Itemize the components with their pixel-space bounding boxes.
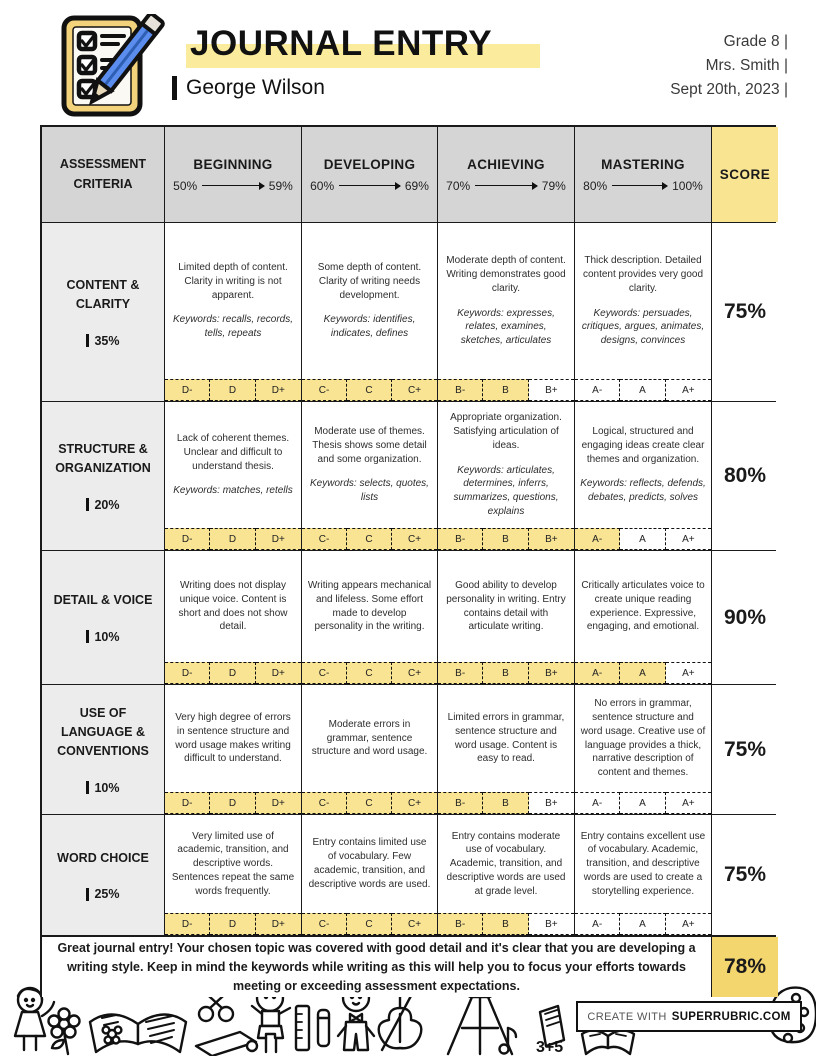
row-score: 90% bbox=[712, 551, 778, 684]
level-cell-body bbox=[165, 685, 301, 792]
grade-band-C: C bbox=[347, 913, 392, 935]
student-name: George Wilson bbox=[186, 76, 325, 99]
grade-bands bbox=[575, 662, 711, 684]
level-cell-body bbox=[165, 402, 301, 528]
grade-band-A-: A- bbox=[575, 379, 620, 401]
weight-bar bbox=[86, 888, 89, 901]
date-line: Sept 20th, 2023 | bbox=[670, 81, 788, 99]
level-description: Some depth of content. Clarity of writing needs development. bbox=[317, 262, 422, 301]
grade-band-A+: A+ bbox=[666, 662, 711, 684]
weight-value: 35% bbox=[94, 333, 120, 348]
level-cell bbox=[302, 815, 438, 935]
criteria-name: STRUCTURE & ORGANIZATION bbox=[55, 442, 151, 475]
criteria-weight bbox=[86, 498, 119, 512]
grade-band-D-: D- bbox=[165, 379, 210, 401]
weight-value: 10% bbox=[94, 629, 120, 644]
level-description: Good ability to develop personality in writing. Entry contains detail with articulate writing. bbox=[446, 579, 566, 633]
grade-band-A+: A+ bbox=[666, 913, 711, 935]
grade-band-C: C bbox=[347, 662, 392, 684]
grade-band-B-: B- bbox=[438, 662, 483, 684]
grade-band-A-: A- bbox=[575, 662, 620, 684]
level-description: Moderate errors in grammar, sentence structure and word usage. bbox=[311, 718, 428, 758]
level-cell bbox=[165, 815, 302, 935]
level-description: Critically articulates voice to create unique reading experience. Expressive, engaging, and emotional. bbox=[581, 579, 705, 633]
grade-bands bbox=[302, 792, 437, 814]
level-cell-body bbox=[575, 551, 711, 662]
level-description: Writing appears mechanical and lifeless. Some effort made to develop personality in the writing. bbox=[307, 579, 432, 633]
grade-band-A+: A+ bbox=[666, 379, 711, 401]
level-cell bbox=[575, 402, 712, 550]
header-info bbox=[670, 30, 788, 102]
grade-band-A+: A+ bbox=[666, 792, 711, 814]
weight-value: 10% bbox=[94, 780, 120, 795]
grade-band-D: D bbox=[210, 913, 255, 935]
rubric-row-1 bbox=[42, 223, 774, 402]
level-cell bbox=[302, 685, 438, 814]
grade-band-B-: B- bbox=[438, 528, 483, 550]
overall-score: 78% bbox=[712, 937, 778, 997]
level-cell-body bbox=[302, 402, 437, 528]
grade-band-D+: D+ bbox=[256, 792, 301, 814]
grade-band-A-: A- bbox=[575, 792, 620, 814]
level-cell bbox=[302, 402, 438, 550]
range-from: 60% bbox=[310, 178, 335, 193]
grade-band-A: A bbox=[620, 662, 665, 684]
criteria-cell bbox=[42, 551, 165, 684]
level-cell bbox=[438, 815, 575, 935]
grade-band-B-: B- bbox=[438, 792, 483, 814]
level-cell bbox=[575, 815, 712, 935]
grade-band-A-: A- bbox=[575, 913, 620, 935]
grade-band-C: C bbox=[347, 528, 392, 550]
grade-bands bbox=[302, 913, 437, 935]
level-keywords: Keywords: articulates, determines, inferrs, summarizes, questions, explains bbox=[453, 464, 559, 517]
grade-bands bbox=[438, 379, 574, 401]
doodle-flower-icon bbox=[49, 1009, 80, 1055]
level-description: Very high degree of errors in sentence structure and word usage makes writing difficult to understand. bbox=[175, 711, 291, 765]
grade-band-B: B bbox=[483, 792, 528, 814]
grade-band-B+: B+ bbox=[529, 792, 574, 814]
weight-bar bbox=[86, 781, 89, 794]
level-name: MASTERING bbox=[601, 156, 685, 172]
criteria-cell bbox=[42, 223, 165, 401]
level-description: Limited depth of content. Clarity in writing is not apparent. bbox=[178, 262, 288, 301]
level-cell bbox=[575, 685, 712, 814]
level-range bbox=[583, 179, 703, 193]
level-cell bbox=[165, 551, 302, 684]
grade-band-C: C bbox=[347, 792, 392, 814]
grade-band-B-: B- bbox=[438, 913, 483, 935]
grade-band-C-: C- bbox=[302, 913, 347, 935]
grade-band-A+: A+ bbox=[666, 528, 711, 550]
level-description: Entry contains moderate use of vocabulary. Academic, transition, and descriptive words are used at grade level. bbox=[446, 830, 566, 897]
level-cell-body bbox=[438, 223, 574, 379]
level-header-achieving bbox=[438, 127, 575, 222]
grade-band-D+: D+ bbox=[256, 379, 301, 401]
badge-prefix: CREATE WITH bbox=[587, 1010, 667, 1023]
grade-band-B+: B+ bbox=[529, 662, 574, 684]
grade-band-C+: C+ bbox=[392, 792, 437, 814]
grade-band-A: A bbox=[620, 379, 665, 401]
level-cell bbox=[438, 402, 575, 550]
grade-band-D-: D- bbox=[165, 792, 210, 814]
level-cell-body bbox=[575, 223, 711, 379]
level-header-developing bbox=[302, 127, 438, 222]
grade-line: Grade 8 | bbox=[723, 33, 788, 50]
level-cell-body bbox=[438, 685, 574, 792]
grade-band-D-: D- bbox=[165, 662, 210, 684]
grade-bands bbox=[438, 792, 574, 814]
rubric-table bbox=[40, 125, 776, 997]
weight-bar bbox=[86, 498, 89, 511]
grade-band-C: C bbox=[347, 379, 392, 401]
doodle-scroll-icon bbox=[196, 1032, 257, 1056]
row-score: 75% bbox=[712, 223, 778, 401]
grade-band-D-: D- bbox=[165, 913, 210, 935]
criteria-weight bbox=[86, 887, 119, 901]
doodle-books-icon bbox=[536, 1006, 564, 1056]
row-score: 80% bbox=[712, 402, 778, 550]
checklist-pencil-icon bbox=[50, 14, 172, 118]
level-cell-body bbox=[302, 551, 437, 662]
grade-band-D+: D+ bbox=[256, 528, 301, 550]
weight-value: 25% bbox=[94, 887, 120, 902]
grade-bands bbox=[302, 379, 437, 401]
level-cell bbox=[302, 551, 438, 684]
criteria-cell bbox=[42, 815, 165, 935]
level-description: No errors in grammar, sentence structure and word usage. Creative use of language provides a thick, narrative description of content and themes. bbox=[580, 698, 706, 779]
rubric-row-2 bbox=[42, 402, 774, 551]
doodle-marker-icon bbox=[318, 1010, 329, 1046]
grade-band-C-: C- bbox=[302, 792, 347, 814]
weight-bar bbox=[86, 630, 89, 643]
level-header-beginning bbox=[165, 127, 302, 222]
level-keywords: Keywords: selects, quotes, lists bbox=[310, 478, 429, 504]
level-description: Thick description. Detailed content provides very good clarity. bbox=[582, 255, 704, 294]
level-description: Limited errors in grammar, sentence structure and word usage. Content is easy to read. bbox=[447, 711, 565, 765]
grade-band-C+: C+ bbox=[392, 528, 437, 550]
level-cell-body bbox=[302, 815, 437, 913]
grade-band-B: B bbox=[483, 379, 528, 401]
grade-band-B: B bbox=[483, 662, 528, 684]
level-cell-body bbox=[165, 815, 301, 913]
grade-bands bbox=[165, 662, 301, 684]
grade-bands bbox=[302, 662, 437, 684]
grade-band-D: D bbox=[210, 662, 255, 684]
grade-band-A: A bbox=[620, 528, 665, 550]
level-cell-body bbox=[438, 551, 574, 662]
level-keywords: Keywords: expresses, relates, examines, sketches, articulates bbox=[457, 307, 555, 347]
level-cell bbox=[165, 685, 302, 814]
level-cell bbox=[165, 223, 302, 401]
superrubric-badge bbox=[576, 1001, 802, 1032]
doodle-small-book-icon bbox=[582, 1030, 634, 1054]
grade-band-D+: D+ bbox=[256, 662, 301, 684]
grade-bands bbox=[165, 913, 301, 935]
weight-bar bbox=[86, 334, 89, 347]
grade-band-A-: A- bbox=[575, 528, 620, 550]
range-from: 50% bbox=[173, 178, 198, 193]
range-arrow-icon bbox=[475, 185, 537, 186]
grade-bands bbox=[165, 379, 301, 401]
level-description: Entry contains limited use of vocabulary. Few academic, transition, and descriptive words are used. bbox=[308, 837, 431, 890]
criteria-weight bbox=[86, 630, 119, 644]
level-name: BEGINNING bbox=[193, 156, 273, 172]
level-cell-body bbox=[302, 223, 437, 379]
level-range bbox=[310, 179, 429, 193]
level-description: Logical, structured and engaging ideas create clear themes and organization. bbox=[581, 426, 705, 465]
doodle-ruler-icon bbox=[296, 1006, 309, 1050]
range-to: 59% bbox=[268, 178, 293, 193]
level-cell bbox=[302, 223, 438, 401]
criteria-cell bbox=[42, 402, 165, 550]
rubric-header-row bbox=[42, 127, 774, 223]
level-cell bbox=[438, 551, 575, 684]
student-name-line bbox=[172, 76, 325, 100]
grade-band-D: D bbox=[210, 792, 255, 814]
grade-band-A: A bbox=[620, 913, 665, 935]
level-description: Entry contains excellent use of vocabulary. Academic, transition, and descriptive words are used to create a storytelling experience. bbox=[580, 830, 706, 897]
grade-band-B+: B+ bbox=[529, 379, 574, 401]
grade-band-C+: C+ bbox=[392, 379, 437, 401]
level-description: Moderate depth of content. Writing demonstrates good clarity. bbox=[446, 255, 566, 294]
level-keywords: Keywords: recalls, records, tells, repeats bbox=[172, 314, 294, 340]
grade-bands bbox=[575, 528, 711, 550]
level-cell-body bbox=[575, 685, 711, 792]
summary-row bbox=[42, 936, 774, 995]
level-range bbox=[446, 179, 566, 193]
criteria-name: CONTENT & CLARITY bbox=[66, 278, 140, 311]
level-description: Moderate use of themes. Thesis shows some detail and some organization. bbox=[312, 426, 427, 465]
grade-bands bbox=[575, 913, 711, 935]
grade-band-A: A bbox=[620, 792, 665, 814]
criteria-name: USE OF LANGUAGE & CONVENTIONS bbox=[57, 706, 149, 758]
level-cell bbox=[438, 223, 575, 401]
level-keywords: Keywords: reflects, defends, debates, predicts, solves bbox=[580, 478, 706, 504]
criteria-weight bbox=[86, 334, 119, 348]
grade-bands bbox=[575, 792, 711, 814]
level-keywords: Keywords: persuades, critiques, argues, animates, designs, convinces bbox=[581, 307, 705, 347]
grade-bands bbox=[575, 379, 711, 401]
range-from: 70% bbox=[446, 178, 471, 193]
grade-bands bbox=[438, 913, 574, 935]
grade-band-C-: C- bbox=[302, 379, 347, 401]
criteria-name: WORD CHOICE bbox=[57, 850, 149, 865]
grade-band-C-: C- bbox=[302, 528, 347, 550]
name-bar bbox=[172, 76, 177, 100]
row-score: 75% bbox=[712, 815, 778, 935]
grade-band-B+: B+ bbox=[529, 528, 574, 550]
score-header: SCORE bbox=[712, 127, 778, 222]
weight-value: 20% bbox=[94, 497, 120, 512]
level-cell bbox=[438, 685, 575, 814]
grade-band-B-: B- bbox=[438, 379, 483, 401]
level-keywords: Keywords: identifies, indicates, defines bbox=[323, 314, 416, 340]
criteria-header: ASSESSMENT CRITERIA bbox=[42, 127, 165, 222]
level-description: Appropriate organization. Satisfying articulation of ideas. bbox=[450, 412, 562, 451]
row-score: 75% bbox=[712, 685, 778, 814]
rubric-row-4 bbox=[42, 685, 774, 815]
level-cell-body bbox=[575, 815, 711, 913]
grade-bands bbox=[438, 662, 574, 684]
range-arrow-icon bbox=[612, 185, 667, 186]
level-header-mastering bbox=[575, 127, 712, 222]
level-cell-body bbox=[575, 402, 711, 528]
level-description: Writing does not display unique voice. Content is short and does not show detail. bbox=[178, 579, 288, 633]
grade-band-D: D bbox=[210, 379, 255, 401]
badge-brand: SUPERRUBRIC.COM bbox=[671, 1010, 791, 1023]
grade-band-C+: C+ bbox=[392, 662, 437, 684]
svg-text:3+5: 3+5 bbox=[536, 1039, 564, 1056]
doodle-cello-icon bbox=[379, 988, 422, 1050]
level-cell-body bbox=[165, 223, 301, 379]
criteria-name: DETAIL & VOICE bbox=[53, 593, 153, 608]
rubric-row-5 bbox=[42, 815, 774, 936]
grade-bands bbox=[302, 528, 437, 550]
level-name: ACHIEVING bbox=[467, 156, 545, 172]
grade-bands bbox=[438, 528, 574, 550]
summary-feedback: Great journal entry! Your chosen topic was covered with good detail and it's clear that you are developing a writing style. Keep in mind the keywords while writing as this will help you to focus your efforts towards meeting or exceeding assessment expectations. bbox=[42, 937, 712, 997]
criteria-weight bbox=[86, 781, 119, 795]
grade-band-D-: D- bbox=[165, 528, 210, 550]
level-cell-body bbox=[165, 551, 301, 662]
grade-band-D: D bbox=[210, 528, 255, 550]
teacher-line: Mrs. Smith | bbox=[705, 57, 788, 75]
level-description: Lack of coherent themes. Unclear and difficult to understand thesis. bbox=[176, 432, 290, 472]
range-arrow-icon bbox=[339, 185, 400, 186]
grade-bands bbox=[165, 528, 301, 550]
grade-band-B: B bbox=[483, 913, 528, 935]
range-from: 80% bbox=[583, 178, 608, 193]
criteria-cell bbox=[42, 685, 165, 814]
range-to: 69% bbox=[404, 178, 429, 193]
grade-bands bbox=[165, 792, 301, 814]
level-keywords: Keywords: matches, retells bbox=[173, 485, 293, 497]
level-cell-body bbox=[438, 815, 574, 913]
grade-band-C-: C- bbox=[302, 662, 347, 684]
grade-band-C+: C+ bbox=[392, 913, 437, 935]
grade-band-B: B bbox=[483, 528, 528, 550]
level-name: DEVELOPING bbox=[323, 156, 416, 172]
range-to: 79% bbox=[541, 178, 566, 193]
level-range bbox=[173, 179, 293, 193]
page-title: JOURNAL ENTRY bbox=[190, 24, 493, 63]
level-cell-body bbox=[438, 402, 574, 528]
level-cell-body bbox=[302, 685, 437, 792]
grade-band-D+: D+ bbox=[256, 913, 301, 935]
level-description: Very limited use of academic, transition, and descriptive words. Sentences repeat the same words frequently. bbox=[171, 830, 295, 897]
level-cell bbox=[165, 402, 302, 550]
doodle-book-icon bbox=[90, 1014, 186, 1052]
range-arrow-icon bbox=[202, 185, 264, 186]
level-cell bbox=[575, 551, 712, 684]
rubric-row-3 bbox=[42, 551, 774, 685]
grade-band-B+: B+ bbox=[529, 913, 574, 935]
range-to: 100% bbox=[672, 178, 703, 193]
level-cell bbox=[575, 223, 712, 401]
